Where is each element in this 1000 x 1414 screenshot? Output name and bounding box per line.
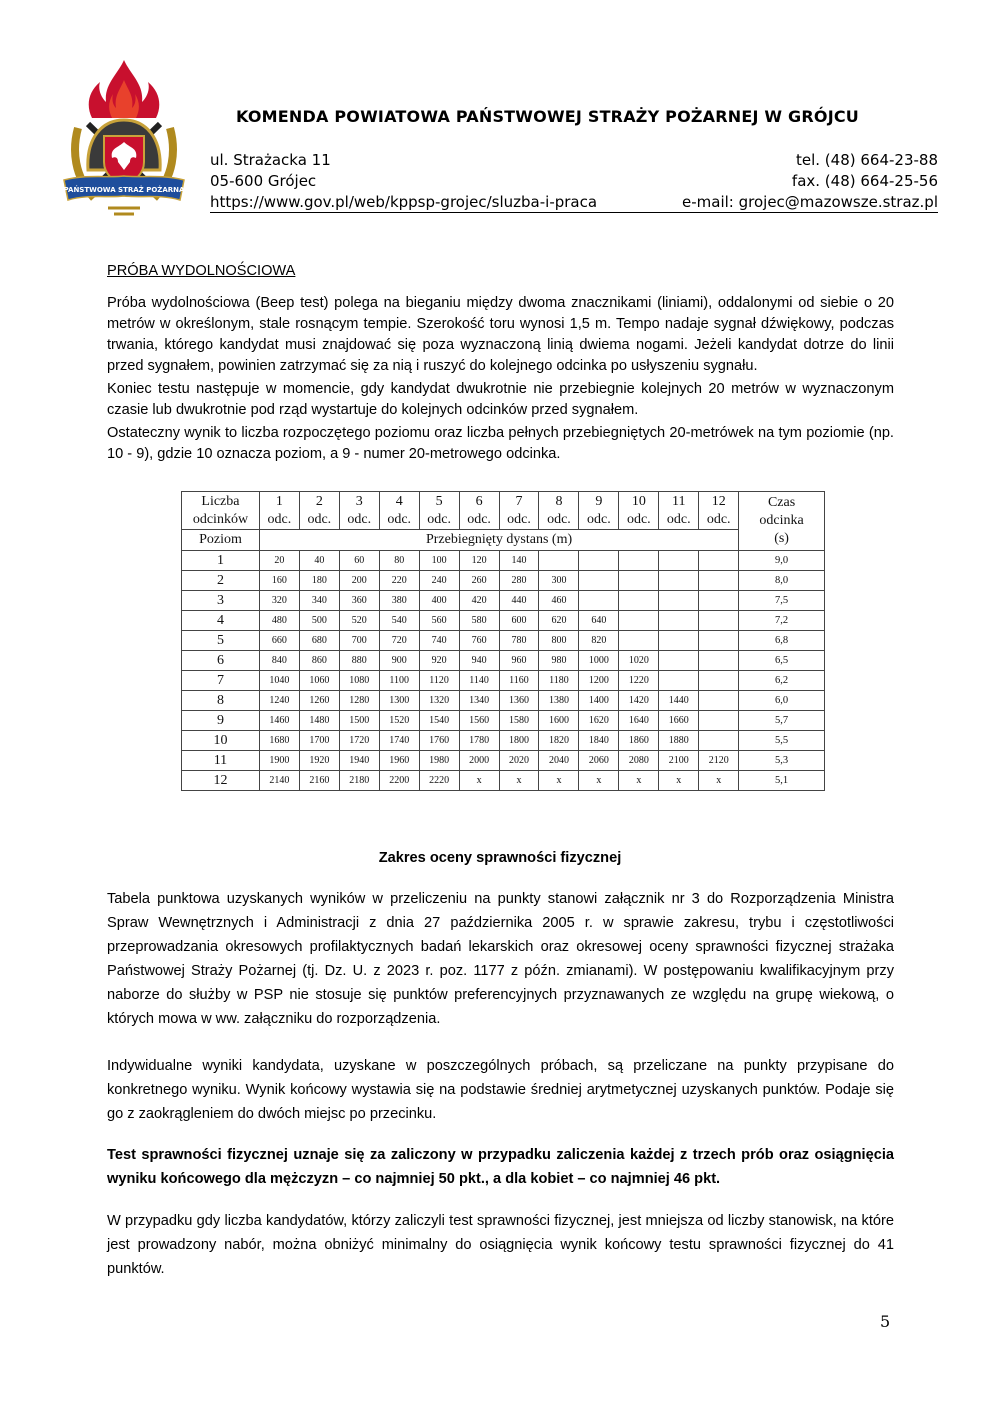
- distance-cell: [579, 551, 619, 571]
- distance-cell: 2060: [579, 751, 619, 771]
- distance-cell: 860: [299, 651, 339, 671]
- segment-header: 12 odc.: [699, 492, 739, 530]
- distance-cell: 1100: [379, 671, 419, 691]
- distance-cell: 1220: [619, 671, 659, 691]
- distance-cell: 1400: [579, 691, 619, 711]
- time-cell: 9,0: [739, 551, 825, 571]
- distance-cell: 2200: [379, 771, 419, 791]
- distance-cell: 800: [539, 631, 579, 651]
- table-row: [182, 731, 825, 751]
- level-cell: 11: [182, 751, 260, 771]
- distance-cell: [699, 571, 739, 591]
- distance-cell: [699, 671, 739, 691]
- distance-cell: 120: [459, 551, 499, 571]
- distance-cell: 1840: [579, 731, 619, 751]
- level-cell: 9: [182, 711, 260, 731]
- distance-cell: 1640: [619, 711, 659, 731]
- table-row: [182, 751, 825, 771]
- table-row: [182, 631, 825, 651]
- distance-cell: 1800: [499, 731, 539, 751]
- distance-cell: 440: [499, 591, 539, 611]
- distance-cell: [619, 631, 659, 651]
- email-address[interactable]: e-mail: grojec@mazowsze.straz.pl: [682, 193, 938, 211]
- distance-cell: 100: [419, 551, 459, 571]
- distance-cell: 960: [499, 651, 539, 671]
- distance-cell: x: [619, 771, 659, 791]
- distance-cell: [539, 551, 579, 571]
- distance-cell: 2140: [259, 771, 299, 791]
- distance-cell: [699, 611, 739, 631]
- distance-cell: 1500: [339, 711, 379, 731]
- paragraph: W przypadku gdy liczba kandydatów, którzy zaliczyli test sprawności fizycznej, jest mniejsza od liczby stanowisk, na które jest prowadzony nabór, można obniżyć minimalny do osiągnięcia wynik końcowy testu sprawności fizycznej do 41 punktów.: [107, 1213, 894, 1277]
- distance-cell: 920: [419, 651, 459, 671]
- distance-cell: 160: [259, 571, 299, 591]
- segment-header: 4 odc.: [379, 492, 419, 530]
- paragraph: Koniec testu następuje w momencie, gdy kandydat dwukrotnie nie przebiegnie kolejnych 20 metrów w wyznaczonym czasie lub dwukrotnie pod rząd wystartuje do kolejnych odcinków przed sygnałem.: [107, 381, 894, 418]
- distance-cell: [659, 591, 699, 611]
- distance-cell: 1860: [619, 731, 659, 751]
- distance-cell: 2100: [659, 751, 699, 771]
- distance-cell: 1620: [579, 711, 619, 731]
- distance-cell: 740: [419, 631, 459, 651]
- distance-cell: 880: [339, 651, 379, 671]
- paragraph: Indywidualne wyniki kandydata, uzyskane w poszczególnych próbach, są przeliczane na punkty przypisane do konkretnego wyniku. Wynik końcowy wystawia się na podstawie średniej arytmetycznej uzyskanych punktów. Podaje się go z zaokrągleniem do dwóch miejsc po przecinku.: [107, 1058, 894, 1122]
- distance-cell: 280: [499, 571, 539, 591]
- distance-cell: 540: [379, 611, 419, 631]
- distance-cell: [619, 611, 659, 631]
- section-heading-beep-test: PRÓBA WYDOLNOŚCIOWA: [107, 263, 296, 279]
- distance-cell: 1600: [539, 711, 579, 731]
- distance-cell: [579, 591, 619, 611]
- distance-cell: 1040: [259, 671, 299, 691]
- distance-cell: 720: [379, 631, 419, 651]
- level-label: Poziom: [182, 530, 260, 551]
- distance-cell: 400: [419, 591, 459, 611]
- distance-cell: 380: [379, 591, 419, 611]
- distance-cell: 1420: [619, 691, 659, 711]
- distance-cell: 360: [339, 591, 379, 611]
- time-cell: 7,5: [739, 591, 825, 611]
- level-cell: 10: [182, 731, 260, 751]
- distance-cell: 1000: [579, 651, 619, 671]
- distance-cell: [699, 711, 739, 731]
- distance-cell: 1820: [539, 731, 579, 751]
- time-cell: 7,2: [739, 611, 825, 631]
- distance-cell: 940: [459, 651, 499, 671]
- distance-cell: 560: [419, 611, 459, 631]
- distance-cell: 220: [379, 571, 419, 591]
- table-row: [182, 671, 825, 691]
- distance-cell: 1740: [379, 731, 419, 751]
- distance-cell: 620: [539, 611, 579, 631]
- time-cell: 6,5: [739, 651, 825, 671]
- distance-cell: 640: [579, 611, 619, 631]
- segment-header: 7 odc.: [499, 492, 539, 530]
- distance-cell: [659, 631, 699, 651]
- segment-header: 8 odc.: [539, 492, 579, 530]
- distance-cell: 420: [459, 591, 499, 611]
- table-row: [182, 711, 825, 731]
- phone-number: tel. (48) 664-23-88: [795, 151, 938, 169]
- distance-cell: 600: [499, 611, 539, 631]
- distance-cell: 1560: [459, 711, 499, 731]
- paragraph: Ostateczny wynik to liczba rozpoczętego poziomu oraz liczba pełnych przebiegniętych 20-metrówek na tym poziomie (np. 10 - 9), gdzie 10 oznacza poziom, a 9 - numer 20-metrowego odcinka.: [107, 425, 894, 462]
- distance-cell: 2020: [499, 751, 539, 771]
- header-divider: [210, 212, 938, 213]
- segment-header: 5 odc.: [419, 492, 459, 530]
- distance-cell: 2180: [339, 771, 379, 791]
- table-row: [182, 551, 825, 571]
- distance-cell: 820: [579, 631, 619, 651]
- level-cell: 1: [182, 551, 260, 571]
- table-row: [182, 651, 825, 671]
- distance-cell: [699, 731, 739, 751]
- segment-header: 10 odc.: [619, 492, 659, 530]
- distance-cell: 1460: [259, 711, 299, 731]
- distance-cell: 1020: [619, 651, 659, 671]
- fax-number: fax. (48) 664-25-56: [791, 172, 938, 190]
- psp-emblem-logo: [58, 58, 190, 220]
- paragraph-bold-pass-criteria: Test sprawności fizycznej uznaje się za zaliczony w przypadku zaliczenia każdej z trzech prób oraz osiągnięcia wyniku końcowego dla mężczyzn – co najmniej 50 pkt., a dla kobiet – co najmniej 46 pkt.: [107, 1147, 894, 1187]
- beep-test-description: [107, 293, 894, 467]
- distance-cell: [619, 591, 659, 611]
- distance-cell: [659, 651, 699, 671]
- institution-title: KOMENDA POWIATOWA PAŃSTWOWEJ STRAŻY POŻARNEJ W GRÓJCU: [236, 107, 859, 126]
- distance-cell: [659, 671, 699, 691]
- distance-cell: 1240: [259, 691, 299, 711]
- distance-cell: 20: [259, 551, 299, 571]
- distance-cell: 1920: [299, 751, 339, 771]
- distance-cell: 2160: [299, 771, 339, 791]
- distance-cell: 900: [379, 651, 419, 671]
- segment-header: 2 odc.: [299, 492, 339, 530]
- distance-cell: 1940: [339, 751, 379, 771]
- distance-cell: [659, 611, 699, 631]
- distance-cell: 1260: [299, 691, 339, 711]
- distance-cell: x: [499, 771, 539, 791]
- distance-cell: 1120: [419, 671, 459, 691]
- distance-cell: 2000: [459, 751, 499, 771]
- distance-cell: 2040: [539, 751, 579, 771]
- distance-cell: 240: [419, 571, 459, 591]
- distance-cell: x: [579, 771, 619, 791]
- distance-cell: 1480: [299, 711, 339, 731]
- time-cell: 8,0: [739, 571, 825, 591]
- segment-header: 9 odc.: [579, 492, 619, 530]
- address-block: [210, 150, 630, 213]
- level-cell: 5: [182, 631, 260, 651]
- distance-cell: 1440: [659, 691, 699, 711]
- distance-cell: 1060: [299, 671, 339, 691]
- distance-cell: 2120: [699, 751, 739, 771]
- distance-cell: 1520: [379, 711, 419, 731]
- distance-cell: [619, 571, 659, 591]
- distance-cell: 1160: [499, 671, 539, 691]
- distance-cell: [699, 591, 739, 611]
- distance-cell: 1200: [579, 671, 619, 691]
- distance-cell: 1760: [419, 731, 459, 751]
- level-cell: 12: [182, 771, 260, 791]
- distance-cell: 520: [339, 611, 379, 631]
- distance-cell: 1180: [539, 671, 579, 691]
- distance-cell: x: [539, 771, 579, 791]
- distance-cell: 1380: [539, 691, 579, 711]
- distance-cell: 460: [539, 591, 579, 611]
- section-title-fitness-assessment: Zakres oceny sprawności fizycznej: [378, 850, 622, 866]
- segment-header: 11 odc.: [659, 492, 699, 530]
- distance-cell: 1780: [459, 731, 499, 751]
- distance-cell: 1340: [459, 691, 499, 711]
- distance-cell: [659, 551, 699, 571]
- distance-cell: 1540: [419, 711, 459, 731]
- level-cell: 7: [182, 671, 260, 691]
- distance-cell: 1700: [299, 731, 339, 751]
- table-row: [182, 591, 825, 611]
- table-row: [182, 771, 825, 791]
- distance-cell: 2220: [419, 771, 459, 791]
- website-link[interactable]: https://www.gov.pl/web/kppsp-grojec/sluzba-i-praca: [210, 193, 598, 211]
- distance-cell: 780: [499, 631, 539, 651]
- distance-cell: 1980: [419, 751, 459, 771]
- distance-cell: 340: [299, 591, 339, 611]
- distance-cell: 1960: [379, 751, 419, 771]
- distance-cell: 840: [259, 651, 299, 671]
- distance-cell: [659, 571, 699, 591]
- distance-cell: 140: [499, 551, 539, 571]
- time-header: Czas odcinka (s): [739, 492, 825, 551]
- distance-cell: x: [459, 771, 499, 791]
- address-street: ul. Strażacka 11: [210, 151, 331, 169]
- distance-cell: 760: [459, 631, 499, 651]
- distance-cell: 1720: [339, 731, 379, 751]
- time-cell: 5,7: [739, 711, 825, 731]
- distance-cell: 680: [299, 631, 339, 651]
- distance-cell: 180: [299, 571, 339, 591]
- distance-cell: 1360: [499, 691, 539, 711]
- time-cell: 6,8: [739, 631, 825, 651]
- distance-cell: 80: [379, 551, 419, 571]
- distance-cell: [699, 651, 739, 671]
- distance-cell: 1580: [499, 711, 539, 731]
- distance-cell: 700: [339, 631, 379, 651]
- distance-cell: 1320: [419, 691, 459, 711]
- distance-cell: 1900: [259, 751, 299, 771]
- distance-cell: 1680: [259, 731, 299, 751]
- segment-header: 3 odc.: [339, 492, 379, 530]
- distance-cell: 500: [299, 611, 339, 631]
- address-city: 05-600 Grójec: [210, 172, 317, 190]
- time-cell: 6,2: [739, 671, 825, 691]
- paragraph: Tabela punktowa uzyskanych wyników w przeliczeniu na punkty stanowi załącznik nr 3 do Rozporządzenia Ministra Spraw Wewnętrznych i Administracji z dnia 27 października 2005 r. w sprawie zakresu, trybu i częstotliwości przeprowadzania okresowych profilaktycznych badań lekarskich oraz okresowej oceny sprawności fizycznej strażaka Państwowej Straży Pożarnej (tj. Dz. U. z 2023 r. poz. 1177 z późn. zmianami). W postępowaniu kwalifikacyjnym przy naborze do służby w PSP nie stosuje się punktów preferencyjnych przyznawanych ze względu na grupę wiekową, o których mowa w ww. załączniku do rozporządzenia.: [107, 891, 894, 1027]
- distance-cell: 60: [339, 551, 379, 571]
- beep-test-table: [181, 491, 825, 791]
- distance-cell: 480: [259, 611, 299, 631]
- distance-label: Przebiegnięty dystans (m): [259, 530, 738, 551]
- distance-cell: 200: [339, 571, 379, 591]
- paragraph: Próba wydolnościowa (Beep test) polega na bieganiu między dwoma znacznikami (liniami), oddalonymi od siebie o 20 metrów w określonym, stale rosnącym tempie. Szerokość toru wynosi 1,5 m. Tempo nadaje sygnał dźwiękowy, podczas trwania, którego kandydat musi znajdować się poza wyznaczoną linią dwiema nogami. Jeżeli kandydat dotrze do linii przed sygnałem, powinien zatrzymać się za nią i ruszyć do kolejnego odcinka po usłyszeniu sygnału.: [107, 295, 894, 374]
- distance-cell: [699, 631, 739, 651]
- distance-cell: [699, 551, 739, 571]
- distance-cell: 1880: [659, 731, 699, 751]
- level-cell: 4: [182, 611, 260, 631]
- distance-cell: 660: [259, 631, 299, 651]
- level-cell: 3: [182, 591, 260, 611]
- table-row: [182, 571, 825, 591]
- distance-cell: 580: [459, 611, 499, 631]
- table-header-row: [182, 492, 825, 530]
- distance-cell: 980: [539, 651, 579, 671]
- distance-cell: [699, 691, 739, 711]
- distance-cell: 1140: [459, 671, 499, 691]
- time-cell: 6,0: [739, 691, 825, 711]
- corner-label: Liczba odcinków: [182, 492, 260, 530]
- time-cell: 5,1: [739, 771, 825, 791]
- distance-cell: 1080: [339, 671, 379, 691]
- distance-cell: x: [699, 771, 739, 791]
- distance-cell: 1660: [659, 711, 699, 731]
- table-row: [182, 611, 825, 631]
- distance-cell: [579, 571, 619, 591]
- level-cell: 6: [182, 651, 260, 671]
- distance-cell: 40: [299, 551, 339, 571]
- segment-header: 6 odc.: [459, 492, 499, 530]
- level-cell: 8: [182, 691, 260, 711]
- table-subheader-row: [182, 530, 825, 551]
- contact-block: [618, 150, 938, 213]
- distance-cell: 1280: [339, 691, 379, 711]
- distance-cell: 260: [459, 571, 499, 591]
- distance-cell: x: [659, 771, 699, 791]
- distance-cell: 2080: [619, 751, 659, 771]
- level-cell: 2: [182, 571, 260, 591]
- beep-test-table-container: [181, 491, 825, 791]
- table-row: [182, 691, 825, 711]
- segment-header: 1 odc.: [259, 492, 299, 530]
- time-cell: 5,5: [739, 731, 825, 751]
- distance-cell: [619, 551, 659, 571]
- distance-cell: 1300: [379, 691, 419, 711]
- distance-cell: 300: [539, 571, 579, 591]
- logo-ribbon-text: PAŃSTWOWA STRAŻ POŻARNA: [63, 186, 185, 194]
- page-number: 5: [880, 1312, 891, 1331]
- time-cell: 5,3: [739, 751, 825, 771]
- distance-cell: 320: [259, 591, 299, 611]
